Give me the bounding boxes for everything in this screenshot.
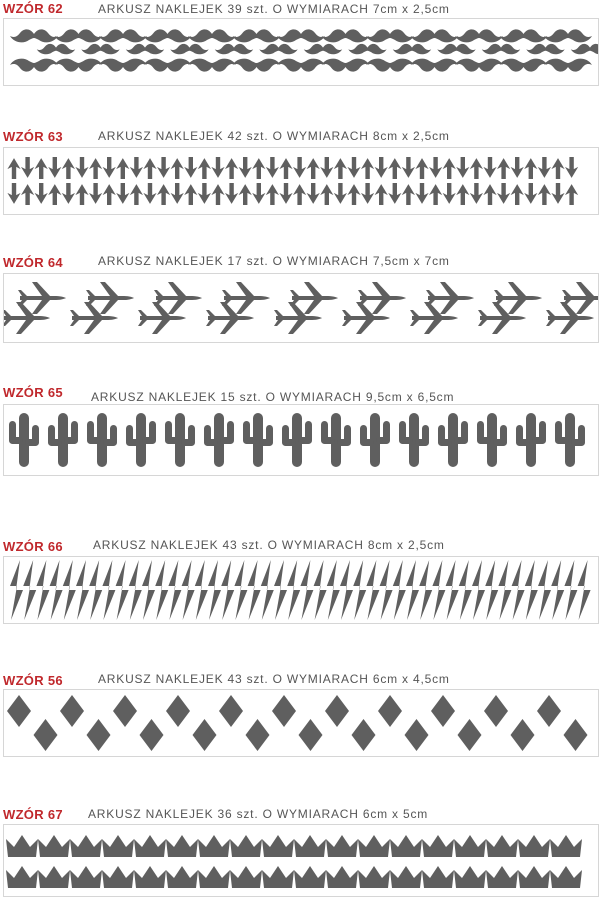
pattern-title: WZÓR 62 bbox=[3, 1, 63, 16]
crown-sticker bbox=[38, 866, 70, 888]
mustache-sticker bbox=[55, 29, 103, 42]
lightning-sticker bbox=[195, 560, 208, 620]
mustache-sticker bbox=[571, 44, 598, 54]
arrow-sticker bbox=[320, 157, 333, 178]
diamond-sticker bbox=[378, 695, 402, 727]
pattern-description: ARKUSZ NAKLEJEK 43 szt. O WYMIARACH 8cm x 2,5cm bbox=[93, 538, 445, 552]
lightning-sticker bbox=[538, 560, 551, 620]
arrow-sticker bbox=[279, 183, 292, 204]
lightning-sticker bbox=[300, 560, 313, 620]
cactus-sticker bbox=[477, 413, 507, 467]
crown-sticker bbox=[6, 835, 38, 857]
arrow-sticker bbox=[415, 183, 428, 204]
lightning-sticker bbox=[419, 560, 432, 620]
crown-sticker bbox=[326, 866, 358, 888]
mustache-icon bbox=[4, 19, 598, 85]
diamond-sticker bbox=[352, 719, 376, 751]
lightning-sticker bbox=[578, 560, 591, 620]
crown-sticker bbox=[102, 835, 134, 857]
arrow-sticker bbox=[361, 183, 374, 204]
sticker-strip bbox=[3, 689, 599, 757]
mustache-sticker bbox=[411, 59, 459, 72]
lightning-sticker bbox=[182, 560, 195, 620]
sticker-strip bbox=[3, 273, 599, 343]
lightning-icon bbox=[4, 557, 598, 623]
lightning-sticker bbox=[10, 560, 23, 620]
lightning-sticker bbox=[221, 560, 234, 620]
crown-sticker bbox=[262, 835, 294, 857]
arrow-sticker bbox=[511, 157, 524, 178]
lightning-sticker bbox=[498, 560, 511, 620]
diamond-sticker bbox=[299, 719, 323, 751]
crown-sticker bbox=[134, 835, 166, 857]
arrow-sticker bbox=[470, 183, 483, 204]
crown-sticker bbox=[294, 866, 326, 888]
arrow-sticker bbox=[415, 158, 428, 179]
mustache-sticker bbox=[99, 29, 147, 42]
arrow-sticker bbox=[402, 184, 415, 205]
crown-sticker bbox=[230, 866, 262, 888]
diamond-sticker bbox=[564, 719, 588, 751]
mustache-sticker bbox=[366, 29, 414, 42]
crown-sticker bbox=[422, 866, 454, 888]
lightning-sticker bbox=[129, 560, 142, 620]
arrow-sticker bbox=[470, 158, 483, 179]
lightning-sticker bbox=[314, 560, 327, 620]
crown-sticker bbox=[518, 866, 550, 888]
mustache-sticker bbox=[455, 59, 503, 72]
arrow-sticker bbox=[211, 184, 224, 205]
mustache-sticker bbox=[55, 59, 103, 72]
lightning-sticker bbox=[23, 560, 36, 620]
diamond-sticker bbox=[7, 695, 31, 727]
lightning-sticker bbox=[63, 560, 76, 620]
arrow-sticker bbox=[511, 184, 524, 205]
cactus-sticker bbox=[48, 413, 78, 467]
cactus-sticker bbox=[9, 413, 39, 467]
arrow-sticker bbox=[266, 157, 279, 178]
crown-sticker bbox=[454, 866, 486, 888]
arrow-sticker bbox=[130, 184, 143, 205]
mustache-sticker bbox=[215, 44, 253, 54]
arrow-sticker bbox=[320, 184, 333, 205]
mustache-sticker bbox=[500, 59, 548, 72]
lightning-sticker bbox=[208, 560, 221, 620]
mustache-sticker bbox=[10, 59, 58, 72]
arrow-sticker bbox=[347, 157, 360, 178]
mustache-sticker bbox=[544, 29, 592, 42]
arrow-sticker bbox=[225, 183, 238, 204]
arrow-sticker bbox=[198, 158, 211, 179]
crown-sticker bbox=[550, 866, 582, 888]
crown-sticker bbox=[70, 866, 102, 888]
mustache-sticker bbox=[233, 29, 281, 42]
lightning-sticker bbox=[50, 560, 63, 620]
crown-icon bbox=[4, 825, 598, 896]
lightning-sticker bbox=[234, 560, 247, 620]
diamond-sticker bbox=[219, 695, 243, 727]
lightning-sticker bbox=[446, 560, 459, 620]
pattern-title: WZÓR 56 bbox=[3, 673, 63, 688]
crown-sticker bbox=[294, 835, 326, 857]
arrow-sticker bbox=[143, 158, 156, 179]
airplane-icon bbox=[4, 274, 598, 342]
arrow-sticker bbox=[116, 158, 129, 179]
crown-sticker bbox=[70, 835, 102, 857]
arrow-sticker bbox=[524, 183, 537, 204]
mustache-sticker bbox=[188, 29, 236, 42]
arrow-sticker bbox=[157, 184, 170, 205]
crown-sticker bbox=[486, 866, 518, 888]
lightning-sticker bbox=[274, 560, 287, 620]
crown-sticker bbox=[230, 835, 262, 857]
arrow-sticker bbox=[307, 183, 320, 204]
cactus-sticker bbox=[204, 413, 234, 467]
lightning-sticker bbox=[168, 560, 181, 620]
arrow-sticker bbox=[171, 183, 184, 204]
arrow-sticker bbox=[375, 157, 388, 178]
crown-sticker bbox=[262, 866, 294, 888]
arrow-sticker bbox=[551, 158, 564, 179]
arrow-sticker bbox=[334, 183, 347, 204]
arrow-sticker bbox=[279, 158, 292, 179]
sticker-strip bbox=[3, 556, 599, 624]
crown-sticker bbox=[358, 866, 390, 888]
crown-sticker bbox=[518, 835, 550, 857]
lightning-sticker bbox=[76, 560, 89, 620]
arrow-sticker bbox=[375, 184, 388, 205]
pattern-title: WZÓR 64 bbox=[3, 255, 63, 270]
lightning-sticker bbox=[485, 560, 498, 620]
lightning-sticker bbox=[261, 560, 274, 620]
diamond-sticker bbox=[140, 719, 164, 751]
cactus-sticker bbox=[399, 413, 429, 467]
crown-sticker bbox=[166, 835, 198, 857]
arrow-sticker bbox=[21, 184, 34, 205]
crown-sticker bbox=[102, 866, 134, 888]
arrow-sticker bbox=[456, 184, 469, 205]
lightning-sticker bbox=[393, 560, 406, 620]
mustache-sticker bbox=[322, 29, 370, 42]
cactus-icon bbox=[4, 405, 598, 475]
arrow-sticker bbox=[143, 183, 156, 204]
mustache-sticker bbox=[188, 59, 236, 72]
pattern-description: ARKUSZ NAKLEJEK 15 szt. O WYMIARACH 9,5cm x 6,5cm bbox=[91, 390, 455, 404]
arrow-sticker bbox=[266, 184, 279, 205]
arrow-sticker bbox=[225, 158, 238, 179]
arrow-sticker bbox=[48, 157, 61, 178]
arrow-icon bbox=[4, 148, 598, 214]
mustache-sticker bbox=[366, 59, 414, 72]
diamond-sticker bbox=[405, 719, 429, 751]
lightning-sticker bbox=[459, 560, 472, 620]
crown-sticker bbox=[358, 835, 390, 857]
cactus-sticker bbox=[438, 413, 468, 467]
crown-sticker bbox=[134, 866, 166, 888]
pattern-description: ARKUSZ NAKLEJEK 17 szt. O WYMIARACH 7,5cm x 7cm bbox=[98, 254, 450, 268]
arrow-sticker bbox=[443, 183, 456, 204]
arrow-sticker bbox=[293, 157, 306, 178]
crown-sticker bbox=[390, 866, 422, 888]
diamond-sticker bbox=[272, 695, 296, 727]
arrow-sticker bbox=[497, 183, 510, 204]
arrow-sticker bbox=[388, 158, 401, 179]
sticker-strip bbox=[3, 404, 599, 476]
lightning-sticker bbox=[36, 560, 49, 620]
crown-sticker bbox=[454, 835, 486, 857]
arrow-sticker bbox=[429, 184, 442, 205]
mustache-sticker bbox=[259, 44, 297, 54]
lightning-sticker bbox=[564, 560, 577, 620]
arrow-sticker bbox=[252, 158, 265, 179]
lightning-sticker bbox=[353, 560, 366, 620]
arrow-sticker bbox=[75, 184, 88, 205]
arrow-sticker bbox=[89, 183, 102, 204]
crown-sticker bbox=[198, 866, 230, 888]
arrow-sticker bbox=[21, 157, 34, 178]
crown-sticker bbox=[38, 835, 70, 857]
lightning-sticker bbox=[248, 560, 261, 620]
crown-sticker bbox=[390, 835, 422, 857]
lightning-sticker bbox=[116, 560, 129, 620]
diamond-sticker bbox=[166, 695, 190, 727]
diamond-sticker bbox=[537, 695, 561, 727]
mustache-sticker bbox=[348, 44, 386, 54]
pattern-title: WZÓR 63 bbox=[3, 129, 63, 144]
lightning-sticker bbox=[432, 560, 445, 620]
diamond-sticker bbox=[113, 695, 137, 727]
crown-sticker bbox=[326, 835, 358, 857]
cactus-sticker bbox=[321, 413, 351, 467]
arrow-sticker bbox=[456, 157, 469, 178]
cactus-sticker bbox=[87, 413, 117, 467]
arrow-sticker bbox=[538, 157, 551, 178]
arrow-sticker bbox=[157, 157, 170, 178]
lightning-sticker bbox=[472, 560, 485, 620]
lightning-sticker bbox=[155, 560, 168, 620]
arrow-sticker bbox=[75, 157, 88, 178]
lightning-sticker bbox=[525, 560, 538, 620]
mustache-sticker bbox=[81, 44, 119, 54]
diamond-sticker bbox=[484, 695, 508, 727]
arrow-sticker bbox=[483, 184, 496, 205]
crown-sticker bbox=[422, 835, 454, 857]
crown-sticker bbox=[198, 835, 230, 857]
arrow-sticker bbox=[361, 158, 374, 179]
arrow-sticker bbox=[171, 158, 184, 179]
cactus-sticker bbox=[126, 413, 156, 467]
mustache-sticker bbox=[500, 29, 548, 42]
mustache-sticker bbox=[144, 59, 192, 72]
arrow-sticker bbox=[334, 158, 347, 179]
pattern-description: ARKUSZ NAKLEJEK 39 szt. O WYMIARACH 7cm x 2,5cm bbox=[98, 2, 450, 16]
pattern-title: WZÓR 66 bbox=[3, 539, 63, 554]
pattern-description: ARKUSZ NAKLEJEK 36 szt. O WYMIARACH 6cm x 5cm bbox=[88, 807, 429, 821]
arrow-sticker bbox=[35, 183, 48, 204]
mustache-sticker bbox=[455, 29, 503, 42]
diamond-sticker bbox=[511, 719, 535, 751]
lightning-sticker bbox=[512, 560, 525, 620]
arrow-sticker bbox=[429, 157, 442, 178]
mustache-sticker bbox=[126, 44, 164, 54]
lightning-sticker bbox=[340, 560, 353, 620]
mustache-sticker bbox=[170, 44, 208, 54]
mustache-sticker bbox=[304, 44, 342, 54]
cactus-sticker bbox=[360, 413, 390, 467]
diamond-sticker bbox=[325, 695, 349, 727]
lightning-sticker bbox=[380, 560, 393, 620]
cactus-sticker bbox=[555, 413, 585, 467]
sticker-strip bbox=[3, 824, 599, 897]
arrow-sticker bbox=[7, 183, 20, 204]
arrow-sticker bbox=[211, 157, 224, 178]
arrow-sticker bbox=[7, 158, 20, 179]
cactus-sticker bbox=[516, 413, 546, 467]
arrow-sticker bbox=[116, 183, 129, 204]
arrow-sticker bbox=[198, 183, 211, 204]
crown-sticker bbox=[166, 866, 198, 888]
pattern-title: WZÓR 65 bbox=[3, 385, 63, 400]
pattern-description: ARKUSZ NAKLEJEK 43 szt. O WYMIARACH 6cm x 4,5cm bbox=[98, 672, 450, 686]
arrow-sticker bbox=[184, 157, 197, 178]
cactus-sticker bbox=[165, 413, 195, 467]
mustache-sticker bbox=[10, 29, 58, 42]
lightning-sticker bbox=[406, 560, 419, 620]
mustache-sticker bbox=[233, 59, 281, 72]
arrow-sticker bbox=[252, 183, 265, 204]
diamond-sticker bbox=[431, 695, 455, 727]
lightning-sticker bbox=[327, 560, 340, 620]
mustache-sticker bbox=[437, 44, 475, 54]
diamond-sticker bbox=[458, 719, 482, 751]
arrow-sticker bbox=[62, 158, 75, 179]
arrow-sticker bbox=[239, 157, 252, 178]
arrow-sticker bbox=[307, 158, 320, 179]
arrow-sticker bbox=[103, 157, 116, 178]
diamond-icon bbox=[4, 690, 598, 756]
lightning-sticker bbox=[142, 560, 155, 620]
sticker-strip bbox=[3, 18, 599, 86]
cactus-sticker bbox=[282, 413, 312, 467]
arrow-sticker bbox=[402, 157, 415, 178]
arrow-sticker bbox=[524, 158, 537, 179]
arrow-sticker bbox=[293, 184, 306, 205]
arrow-sticker bbox=[443, 158, 456, 179]
crown-sticker bbox=[6, 866, 38, 888]
mustache-sticker bbox=[322, 59, 370, 72]
crown-sticker bbox=[486, 835, 518, 857]
mustache-sticker bbox=[411, 29, 459, 42]
sticker-strip bbox=[3, 147, 599, 215]
arrow-sticker bbox=[239, 184, 252, 205]
diamond-sticker bbox=[87, 719, 111, 751]
arrow-sticker bbox=[551, 183, 564, 204]
mustache-sticker bbox=[393, 44, 431, 54]
lightning-sticker bbox=[89, 560, 102, 620]
mustache-sticker bbox=[277, 29, 325, 42]
arrow-sticker bbox=[48, 184, 61, 205]
arrow-sticker bbox=[565, 184, 578, 205]
diamond-sticker bbox=[193, 719, 217, 751]
diamond-sticker bbox=[60, 695, 84, 727]
lightning-sticker bbox=[287, 560, 300, 620]
diamond-sticker bbox=[34, 719, 58, 751]
pattern-title: WZÓR 67 bbox=[3, 807, 63, 822]
arrow-sticker bbox=[35, 158, 48, 179]
diamond-sticker bbox=[246, 719, 270, 751]
mustache-sticker bbox=[99, 59, 147, 72]
mustache-sticker bbox=[482, 44, 520, 54]
pattern-description: ARKUSZ NAKLEJEK 42 szt. O WYMIARACH 8cm x 2,5cm bbox=[98, 129, 450, 143]
lightning-sticker bbox=[551, 560, 564, 620]
mustache-sticker bbox=[526, 44, 564, 54]
mustache-sticker bbox=[37, 44, 75, 54]
mustache-sticker bbox=[144, 29, 192, 42]
arrow-sticker bbox=[388, 183, 401, 204]
lightning-sticker bbox=[102, 560, 115, 620]
arrow-sticker bbox=[483, 157, 496, 178]
crown-sticker bbox=[550, 835, 582, 857]
arrow-sticker bbox=[565, 157, 578, 178]
lightning-sticker bbox=[366, 560, 379, 620]
arrow-sticker bbox=[103, 184, 116, 205]
arrow-sticker bbox=[538, 184, 551, 205]
arrow-sticker bbox=[62, 183, 75, 204]
arrow-sticker bbox=[130, 157, 143, 178]
arrow-sticker bbox=[497, 158, 510, 179]
arrow-sticker bbox=[347, 184, 360, 205]
mustache-sticker bbox=[277, 59, 325, 72]
mustache-sticker bbox=[544, 59, 592, 72]
arrow-sticker bbox=[89, 158, 102, 179]
cactus-sticker bbox=[243, 413, 273, 467]
arrow-sticker bbox=[184, 184, 197, 205]
